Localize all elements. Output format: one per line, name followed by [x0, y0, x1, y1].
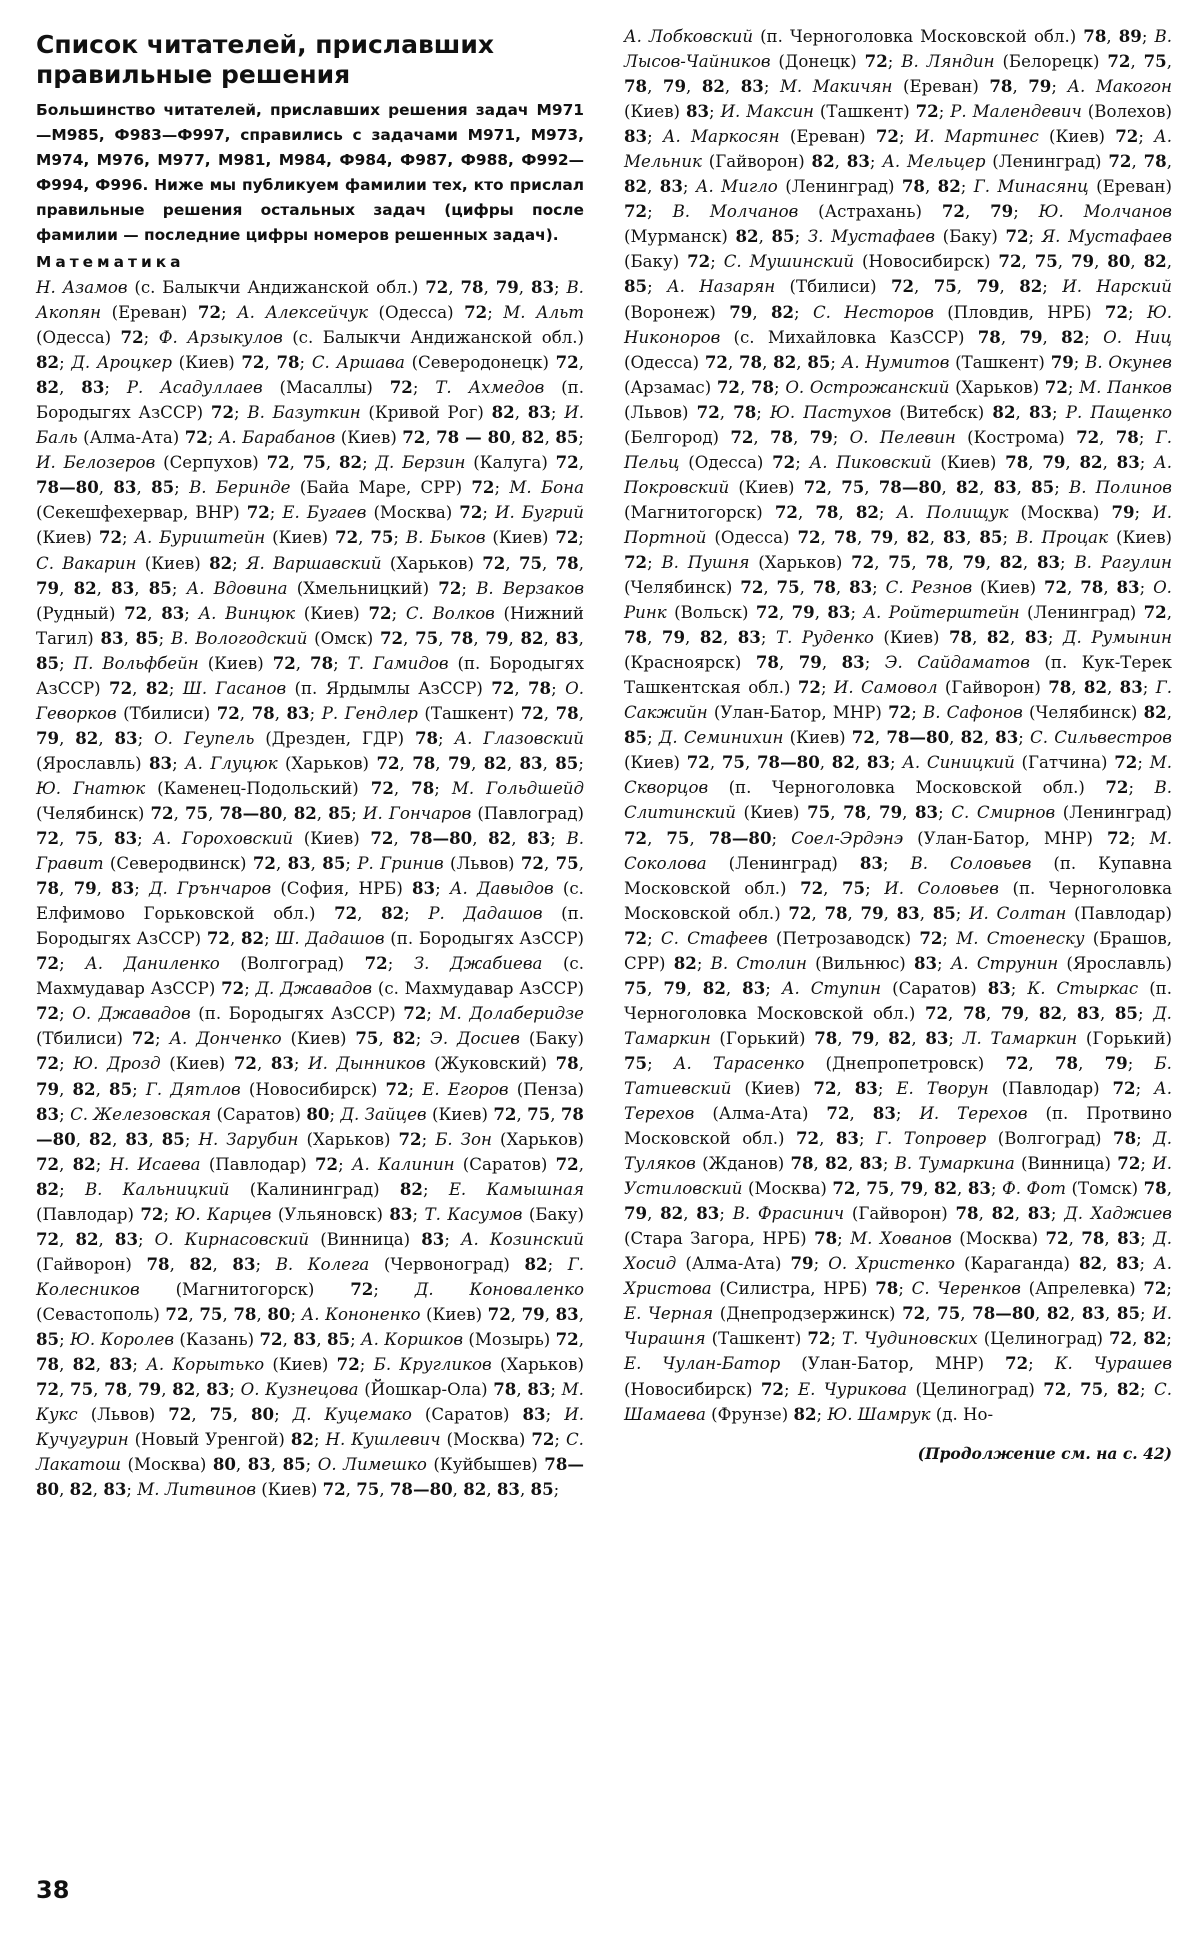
- intro-paragraph: Большинство читателей, приславших решения задач М971—М985, Ф983—Ф997, справились с задачами М971, М973, М974, М976, М977, М981, М984, Ф984, Ф987, Ф988, Ф992—Ф994, Ф996. Ниже мы публикуем фамилии тех, кто прислал правильные решения остальных задач (цифры после фамилии — последние цифры номеров решенных задач).: [36, 101, 584, 244]
- reader-list-text: Н. Азамов (с. Балыкчи Андижанской обл.) 72, 78, 79, 83; В. Акопян (Ереван) 72; А. Алексейчук (Одесса) 72; М. Альт (Одесса) 72; Ф. Арзыкулов (с. Балыкчи Андижанской обл.) 82; Д. Ароцкер (Киев) 72, 78; С. Аршава (Северодонецк) 72, 82, 83; Р. Асадуллаев (Масаллы) 72; Т. Ахмедов (п. Бородыгях АзССР) 72; В. Базуткин (Кривой Рог) 82, 83; И. Баль (Алма-Ата) 72; А. Барабанов (Киев) 72, 78 — 80, 82, 85; И. Белозеров (Серпухов) 72, 75, 82; Д. Берзин (Калуга) 72, 78—80, 83, 85; В. Беринде (Байа Маре, СРР) 72; М. Бона (Секешфехервар, ВНР) 72; Е. Бугаев (Москва) 72; И. Бугрий (Киев) 72; А. Буриштейн (Киев) 72, 75; В. Быков (Киев) 72; С. Вакарин (Киев) 82; Я. Варшавский (Харьков) 72, 75, 78, 79, 82, 83, 85; А. Вдовина (Хмельницкий) 72; В. Верзаков (Рудный) 72, 83; А. Винцюк (Киев) 72; С. Волков (Нижний Тагил) 83, 85; В. Вологодский (Омск) 72, 75, 78, 79, 82, 83, 85; П. Вольфбейн (Киев) 72, 78; Т. Гамидов (п. Бородыгях АзССР) 72, 82; Ш. Гасанов (п. Ярдымлы АзССР) 72, 78; О. Геворков (Тбилиси) 72, 78, 83; Р. Гендлер (Ташкент) 72, 78, 79, 82, 83; О. Геупель (Дрезден, ГДР) 78; А. Глазовский (Ярославль) 83; А. Глуцюк (Харьков) 72, 78, 79, 82, 83, 85; Ю. Гнатюк (Каменец-Подольский) 72, 78; М. Гольдшейд (Челябинск) 72, 75, 78—80, 82, 85; И. Гончаров (Павлоград) 72, 75, 83; А. Гороховский (Киев) 72, 78—80, 82, 83; В. Гравит (Северодвинск) 72, 83, 85; Р. Гринив (Львов) 72, 75, 78, 79, 83; Д. Грънчаров (София, НРБ) 83; А. Давыдов (с. Елфимово Горьковской обл.) 72, 82; Р. Дадашов (п. Бородыгях АзССР) 72, 82; Ш. Дадашов (п. Бородыгях АзССР) 72; А. Даниленко (Волгоград) 72; З. Джабиева (с. Махмудавар АзССР) 72; Д. Джавадов (с. Махмудавар АзССР) 72; О. Джавадов (п. Бородыгях АзССР) 72; М. Долаберидзе (Тбилиси) 72; А. Донченко (Киев) 75, 82; Э. Досиев (Баку) 72; Ю. Дрозд (Киев) 72, 83; И. Дынников (Жуковский) 78, 79, 82, 85; Г. Дятлов (Новосибирск) 72; Е. Егоров (Пенза) 83; С. Железовская (Саратов) 80; Д. Зайцев (Киев) 72, 75, 78—80, 82, 83, 85; Н. Зарубин (Харьков) 72; Б. Зон (Харьков) 72, 82; Н. Исаева (Павлодар) 72; А. Калинин (Саратов) 72, 82; В. Кальницкий (Калининград) 82; Е. Камышная (Павлодар) 72; Ю. Карцев (Ульяновск) 83; Т. Касумов (Баку) 72, 82, 83; О. Кирнасовский (Винница) 83; А. Козинский (Гайворон) 78, 82, 83; В. Колега (Червоноград) 82; Г. Колесников (Магнитогорск) 72; Д. Коноваленко (Севастополь) 72, 75, 78, 80; А. Кононенко (Киев) 72, 79, 83, 85; Ю. Королев (Казань) 72, 83, 85; А. Коршков (Мозырь) 72, 78, 82, 83; А. Корытько (Киев) 72; Б. Кругликов (Харьков) 72, 75, 78, 79, 82, 83; О. Кузнецова (Йошкар-Ола) 78, 83; М. Кукс (Львов) 72, 75, 80; Д. Куцемако (Саратов) 83; И. Кучугурин (Новый Уренгой) 82; Н. Кушлевич (Москва) 72; С. Лакатош (Москва) 80, 83, 85; О. Лимешко (Куйбышев) 78—80, 82, 83; М. Литвинов (Киев) 72, 75, 78—80, 82, 83, 85;: [36, 277, 585, 1500]
- page: [36, 24, 1172, 1914]
- reader-list-text: А. Лобковский (п. Черноголовка Московской обл.) 78, 89; В. Лысов-Чайников (Донецк) 72; В. Ляндин (Белорецк) 72, 75, 78, 79, 82, 83; М. Макичян (Ереван) 78, 79; А. Макогон (Киев) 83; И. Максин (Ташкент) 72; Р. Малендевич (Волехов) 83; А. Маркосян (Ереван) 72; И. Мартинес (Киев) 72; А. Мельник (Гайворон) 82, 83; А. Мельцер (Ленинград) 72, 78, 82, 83; А. Мигло (Ленинград) 78, 82; Г. Минасянц (Ереван) 72; В. Молчанов (Астрахань) 72, 79; Ю. Молчанов (Мурманск) 82, 85; З. Мустафаев (Баку) 72; Я. Мустафаев (Баку) 72; С. Мушинский (Новосибирск) 72, 75, 79, 80, 82, 85; А. Назарян (Тбилиси) 72, 75, 79, 82; И. Нарский (Воронеж) 79, 82; С. Несторов (Пловдив, НРБ) 72; Ю. Никоноров (с. Михайловка КазССР) 78, 79, 82; О. Ниц (Одесса) 72, 78, 82, 85; А. Нумитов (Ташкент) 79; В. Окунев (Арзамас) 72, 78; О. Острожанский (Харьков) 72; М. Панков (Львов) 72, 78; Ю. Пастухов (Витебск) 82, 83; Р. Пащенко (Белгород) 72, 78, 79; О. Пелевин (Кострома) 72, 78; Г. Пельц (Одесса) 72; А. Пиковский (Киев) 78, 79, 82, 83; А. Покровский (Киев) 72, 75, 78—80, 82, 83, 85; В. Полинов (Магнитогорск) 72, 78, 82; А. Полищук (Москва) 79; И. Портной (Одесса) 72, 78, 79, 82, 83, 85; В. Процак (Киев) 72; В. Пушня (Харьков) 72, 75, 78, 79, 82, 83; В. Рагулин (Челябинск) 72, 75, 78, 83; С. Резнов (Киев) 72, 78, 83; О. Ринк (Вольск) 72, 79, 83; А. Ройтерштейн (Ленинград) 72, 78, 79, 82, 83; Т. Руденко (Киев) 78, 82, 83; Д. Румынин (Красноярск) 78, 79, 83; Э. Сайдаматов (п. Кук-Терек Ташкентская обл.) 72; И. Самовол (Гайворон) 78, 82, 83; Г. Сакжийн (Улан-Батор, МНР) 72; В. Сафонов (Челябинск) 82, 85; Д. Семинихин (Киев) 72, 78—80, 82, 83; С. Сильвестров (Киев) 72, 75, 78—80, 82, 83; А. Синицкий (Гатчина) 72; М. Скворцов (п. Черноголовка Московской обл.) 72; В. Слитинский (Киев) 75, 78, 79, 83; С. Смирнов (Ленинград) 72, 75, 78—80; Соел-Эрдэнэ (Улан-Батор, МНР) 72; М. Соколова (Ленинград) 83; В. Соловьев (п. Купавна Московской обл.) 72, 75; И. Соловьев (п. Черноголовка Московской обл.) 72, 78, 79, 83, 85; И. Солтан (Павлодар) 72; С. Стафеев (Петрозаводск) 72; М. Стоенеску (Брашов, СРР) 82; В. Столин (Вильнюс) 83; А. Струнин (Ярославль) 75, 79, 82, 83; А. Ступин (Саратов) 83; К. Стыркас (п. Черноголовка Московской обл.) 72, 78, 79, 82, 83, 85; Д. Тамаркин (Горький) 78, 79, 82, 83; Л. Тамаркин (Горький) 75; А. Тарасенко (Днепропетровск) 72, 78, 79; Б. Татиевский (Киев) 72, 83; Е. Творун (Павлодар) 72; А. Терехов (Алма-Ата) 72, 83; И. Терехов (п. Протвино Московской обл.) 72, 83; Г. Топровер (Волгоград) 78; Д. Туляков (Жданов) 78, 82, 83; В. Тумаркина (Винница) 72; И. Устиловский (Москва) 72, 75, 79, 82, 83; Ф. Фот (Томск) 78, 79, 82, 83; В. Фрасинич (Гайворон) 78, 82, 83; Д. Хаджиев (Стара Загора, НРБ) 78; М. Хованов (Москва) 72, 78, 83; Д. Хосид (Алма-Ата) 79; О. Христенко (Караганда) 82, 83; А. Христова (Силистра, НРБ) 78; С. Черенков (Апрелевка) 72; Е. Черная (Днепродзержинск) 72, 75, 78—80, 82, 83, 85; И. Чирашня (Ташкент) 72; Т. Чудиновских (Целиноград) 72, 82; Е. Чулан-Батор (Улан-Батор, МНР) 72; К. Чурашев (Новосибирск) 72; Е. Чурикова (Целиноград) 72, 75, 82; С. Шамаева (Фрунзе) 82; Ю. Шамрук (д. Но-: [624, 26, 1173, 1424]
- left-column: [36, 24, 584, 1502]
- page-number: 38: [36, 1876, 70, 1904]
- reader-list-right: [624, 24, 1172, 1427]
- right-column: [624, 24, 1172, 1481]
- article-title: Список читателей, приславших правильные решения: [36, 30, 494, 89]
- section-heading: Математика: [36, 253, 185, 271]
- continuation-note: (Продолжение см. на с. 42): [917, 1443, 1172, 1463]
- reader-list-left: [36, 275, 584, 1502]
